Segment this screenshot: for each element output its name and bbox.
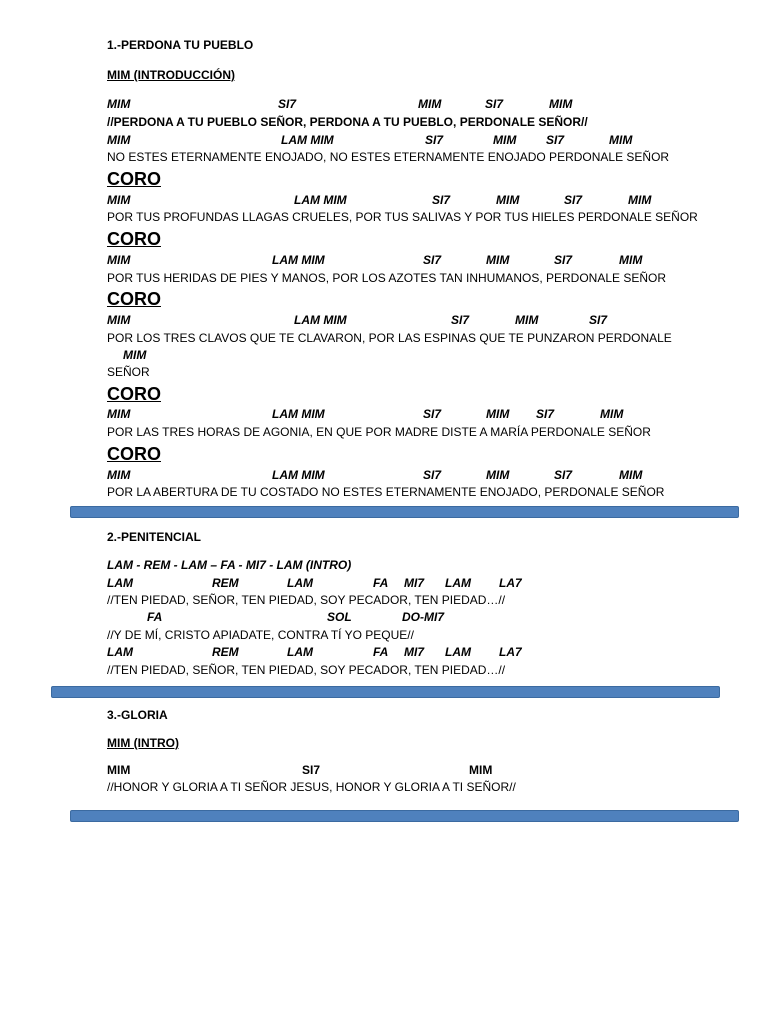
song1-lyric: NO ESTES ETERNAMENTE ENOJADO, NO ESTES ETERNAMENTE ENOJADO PERDONALE SEÑOR bbox=[107, 150, 670, 164]
chord: REM bbox=[212, 576, 239, 590]
song1-chord-row bbox=[107, 313, 707, 327]
song2-chord-row bbox=[107, 645, 707, 659]
chord: LAM bbox=[287, 576, 313, 590]
chord: LAM bbox=[107, 576, 133, 590]
song1-chord-row bbox=[107, 133, 707, 147]
chord: MIM bbox=[469, 763, 493, 777]
song2-title: 2.-PENITENCIAL bbox=[107, 530, 202, 544]
chord: MIM bbox=[107, 97, 131, 111]
song1-lyric: POR LAS TRES HORAS DE AGONIA, EN QUE POR MADRE DISTE A MARÍA PERDONALE SEÑOR bbox=[107, 425, 651, 439]
coro-label: CORO bbox=[107, 384, 161, 404]
chord: DO-MI7 bbox=[402, 610, 444, 624]
chord: MIM bbox=[123, 348, 147, 362]
chord: FA bbox=[373, 645, 389, 659]
chord: REM bbox=[212, 645, 239, 659]
chord: LAM bbox=[445, 645, 471, 659]
song1-chord-row bbox=[107, 407, 707, 421]
chord: SI7 bbox=[554, 468, 573, 482]
song2-chord-row bbox=[107, 576, 707, 590]
chord: MIM bbox=[107, 468, 131, 482]
chord: LAM MIM bbox=[272, 407, 325, 421]
song1-lyric: POR LOS TRES CLAVOS QUE TE CLAVARON, POR LAS ESPINAS QUE TE PUNZARON PERDONALE bbox=[107, 331, 672, 345]
chord: LAM bbox=[287, 645, 313, 659]
chord: SI7 bbox=[554, 253, 573, 267]
chord: MIM bbox=[418, 97, 442, 111]
chord: SI7 bbox=[451, 313, 470, 327]
chord: SI7 bbox=[423, 468, 442, 482]
song2-lyric: //Y DE MÍ, CRISTO APIADATE, CONTRA TÍ YO PEQUE// bbox=[107, 628, 414, 642]
song1-lyric: SEÑOR bbox=[107, 365, 150, 379]
song1-intro: MIM (INTRODUCCIÓN) bbox=[107, 68, 235, 82]
song1-chord-row bbox=[107, 348, 707, 362]
chord: LAM MIM bbox=[281, 133, 334, 147]
chord: LAM MIM bbox=[294, 193, 347, 207]
song2-lyric: //TEN PIEDAD, SEÑOR, TEN PIEDAD, SOY PECADOR, TEN PIEDAD…// bbox=[107, 593, 506, 607]
chord: MIM bbox=[619, 253, 643, 267]
chord: SI7 bbox=[536, 407, 555, 421]
section-divider bbox=[70, 506, 739, 518]
song2-intro: LAM - REM - LAM – FA - MI7 - LAM (INTRO) bbox=[107, 558, 352, 572]
chord: MI7 bbox=[404, 576, 425, 590]
song1-chord-row bbox=[107, 468, 707, 482]
chord: MIM bbox=[609, 133, 633, 147]
chord: MIM bbox=[486, 253, 510, 267]
chord: FA bbox=[147, 610, 163, 624]
song1-lyric: POR TUS HERIDAS DE PIES Y MANOS, POR LOS AZOTES TAN INHUMANOS, PERDONALE SEÑOR bbox=[107, 271, 667, 285]
chord: SI7 bbox=[423, 407, 442, 421]
chord: SI7 bbox=[423, 253, 442, 267]
chord: MI7 bbox=[404, 645, 425, 659]
chord: LAM bbox=[445, 576, 471, 590]
chord: MIM bbox=[549, 97, 573, 111]
song3-lyric: //HONOR Y GLORIA A TI SEÑOR JESUS, HONOR Y GLORIA A TI SEÑOR// bbox=[107, 780, 516, 794]
chord: MIM bbox=[600, 407, 624, 421]
song3-intro: MIM (INTRO) bbox=[107, 736, 179, 750]
coro-label: CORO bbox=[107, 169, 161, 189]
chord: SI7 bbox=[589, 313, 608, 327]
chord: MIM bbox=[486, 407, 510, 421]
chord: LAM MIM bbox=[272, 253, 325, 267]
chord: LAM MIM bbox=[272, 468, 325, 482]
chord: SI7 bbox=[485, 97, 504, 111]
chord: MIM bbox=[628, 193, 652, 207]
song3-chord-row bbox=[107, 763, 707, 777]
chord: SI7 bbox=[432, 193, 451, 207]
chord: MIM bbox=[107, 253, 131, 267]
song1-lyric: POR TUS PROFUNDAS LLAGAS CRUELES, POR TUS SALIVAS Y POR TUS HIELES PERDONALE SEÑOR bbox=[107, 210, 698, 224]
chord: MIM bbox=[486, 468, 510, 482]
song1-lyric: POR LA ABERTURA DE TU COSTADO NO ESTES ETERNAMENTE ENOJADO, PERDONALE SEÑOR bbox=[107, 485, 665, 499]
chord: MIM bbox=[107, 133, 131, 147]
section-divider bbox=[70, 810, 739, 822]
chord: LA7 bbox=[499, 576, 522, 590]
chord: LAM MIM bbox=[294, 313, 347, 327]
chord: FA bbox=[373, 576, 389, 590]
chord: SOL bbox=[327, 610, 352, 624]
chord: LA7 bbox=[499, 645, 522, 659]
song3-title: 3.-GLORIA bbox=[107, 708, 168, 722]
chord: MIM bbox=[107, 193, 131, 207]
chord: SI7 bbox=[302, 763, 321, 777]
song1-lyric: //PERDONA A TU PUEBLO SEÑOR, PERDONA A TU PUEBLO, PERDONALE SEÑOR// bbox=[107, 115, 588, 129]
chord: SI7 bbox=[425, 133, 444, 147]
chord: MIM bbox=[107, 313, 131, 327]
coro-label: CORO bbox=[107, 444, 161, 464]
song1-title: 1.-PERDONA TU PUEBLO bbox=[107, 38, 254, 52]
chord: LAM bbox=[107, 645, 133, 659]
song2-lyric: //TEN PIEDAD, SEÑOR, TEN PIEDAD, SOY PECADOR, TEN PIEDAD…// bbox=[107, 663, 506, 677]
chord: SI7 bbox=[546, 133, 565, 147]
song1-chord-row bbox=[107, 193, 707, 207]
song1-chord-row bbox=[107, 97, 707, 111]
song2-chord-row bbox=[107, 610, 707, 624]
coro-label: CORO bbox=[107, 289, 161, 309]
section-divider bbox=[51, 686, 720, 698]
chord: SI7 bbox=[278, 97, 297, 111]
chord: MIM bbox=[515, 313, 539, 327]
chord: MIM bbox=[107, 407, 131, 421]
song1-chord-row bbox=[107, 253, 707, 267]
chord: SI7 bbox=[564, 193, 583, 207]
chord: MIM bbox=[493, 133, 517, 147]
chord: MIM bbox=[107, 763, 131, 777]
coro-label: CORO bbox=[107, 229, 161, 249]
chord: MIM bbox=[619, 468, 643, 482]
chord: MIM bbox=[496, 193, 520, 207]
